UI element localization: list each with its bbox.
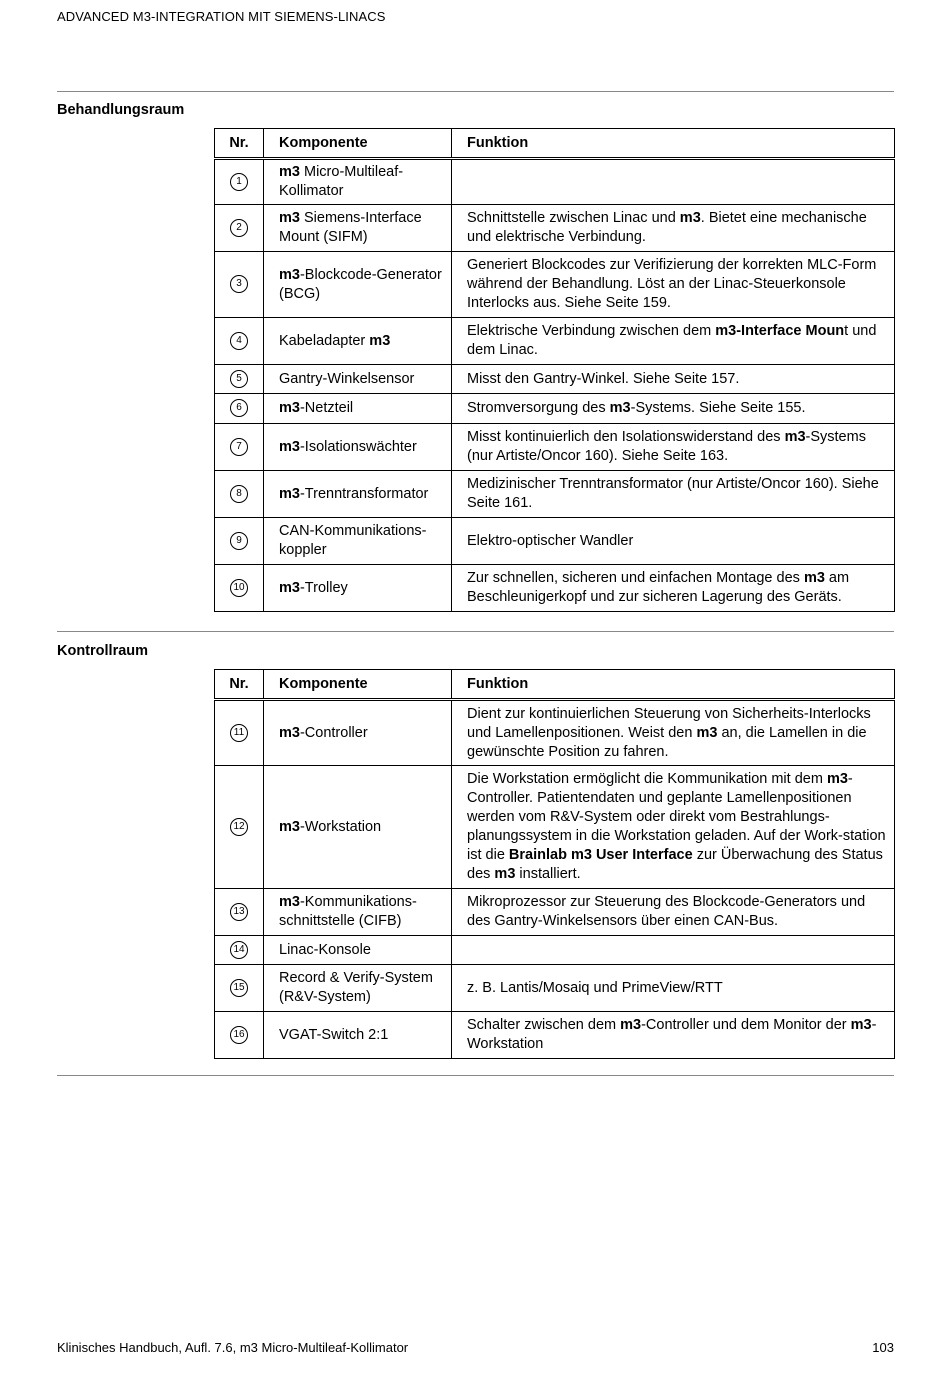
table-row [215,318,895,365]
row-number [215,318,264,365]
row-number [215,159,264,205]
component-function: Schnittstelle zwischen Linac und m3. Bietet eine mechanische und elektrische Verbindung. [452,205,895,252]
component-function: Die Workstation ermöglicht die Kommunikation mit dem m3-Controller. Patientendaten und geplante Lamellenpositionen werden vom R&V-System oder direkt vom Bestrahlungs-planungssystem in die Workstation geladen. Auf der Work-station ist die Brainlab m3 User Interface zur Überwachung des Status des m3 installiert. [452,766,895,889]
column-header-funktion: Funktion [452,670,895,700]
component-function: Medizinischer Trenntransformator (nur Artiste/Oncor 160). Siehe Seite 161. [452,471,895,518]
component-function: Misst den Gantry-Winkel. Siehe Seite 157. [452,365,895,394]
circled-number: 16 [230,1026,248,1044]
table-row [215,159,895,205]
row-number [215,889,264,936]
row-number [215,766,264,889]
components-table-kontrollraum [214,669,895,1059]
column-header-funktion: Funktion [452,129,895,159]
circled-number: 15 [230,979,248,997]
circled-number: 1 [230,173,248,191]
row-number [215,518,264,565]
component-function: z. B. Lantis/Mosaiq und PrimeView/RTT [452,965,895,1012]
divider-top [57,91,894,92]
table-row [215,766,895,889]
table-row [215,936,895,965]
circled-number: 8 [230,485,248,503]
row-number [215,965,264,1012]
component-function [452,159,895,205]
row-number [215,365,264,394]
table-header-row [215,129,895,159]
component-name: VGAT-Switch 2:1 [264,1012,452,1059]
component-function: Misst kontinuierlich den Isolationswiderstand des m3-Systems (nur Artiste/Oncor 160). Siehe Seite 163. [452,424,895,471]
row-number [215,936,264,965]
component-name: m3-Netzteil [264,394,452,424]
table-row [215,889,895,936]
component-name: m3-Trolley [264,565,452,612]
table-row [215,205,895,252]
footer-document-title: Klinisches Handbuch, Aufl. 7.6, m3 Micro-Multileaf-Kollimator [57,1340,409,1355]
component-name: m3-Kommunikations-schnittstelle (CIFB) [264,889,452,936]
row-number [215,565,264,612]
section-title-kontrollraum: Kontrollraum [57,643,149,659]
table-row [215,394,895,424]
row-number [215,252,264,318]
table-row [215,700,895,766]
component-function: Generiert Blockcodes zur Verifizierung der korrekten MLC-Form während der Behandlung. Löst an der Linac-Steuerkonsole Interlocks aus. Siehe Seite 159. [452,252,895,318]
circled-number: 9 [230,532,248,550]
row-number [215,471,264,518]
circled-number: 12 [230,818,248,836]
component-function: Schalter zwischen dem m3-Controller und dem Monitor der m3-Workstation [452,1012,895,1059]
circled-number: 2 [230,219,248,237]
component-function: Elektro-optischer Wandler [452,518,895,565]
component-name: Kabeladapter m3 [264,318,452,365]
table-row [215,965,895,1012]
component-name: Linac-Konsole [264,936,452,965]
component-function: Stromversorgung des m3-Systems. Siehe Seite 155. [452,394,895,424]
divider-bottom [57,1075,894,1076]
table-row [215,424,895,471]
component-function: Zur schnellen, sicheren und einfachen Montage des m3 am Beschleunigerkopf und zur sicheren Lagerung des Geräts. [452,565,895,612]
table-row [215,252,895,318]
component-function: Mikroprozessor zur Steuerung des Blockcode-Generators und des Gantry-Winkelsensors über einen CAN-Bus. [452,889,895,936]
component-name: m3 Siemens-Interface Mount (SIFM) [264,205,452,252]
row-number [215,700,264,766]
column-header-komponente: Komponente [264,670,452,700]
circled-number: 3 [230,275,248,293]
components-table-behandlungsraum [214,128,895,612]
table-row [215,565,895,612]
table-row [215,365,895,394]
circled-number: 11 [230,724,248,742]
running-header: ADVANCED M3-INTEGRATION MIT SIEMENS-LINACS [57,9,386,24]
component-function [452,936,895,965]
row-number [215,1012,264,1059]
column-header-nr: Nr. [215,670,264,700]
component-name: m3-Blockcode-Generator (BCG) [264,252,452,318]
component-name: m3-Workstation [264,766,452,889]
row-number [215,205,264,252]
component-name: Gantry-Winkelsensor [264,365,452,394]
circled-number: 10 [230,579,248,597]
component-name: m3-Isolationswächter [264,424,452,471]
component-name: m3-Controller [264,700,452,766]
table-row [215,1012,895,1059]
table-row [215,518,895,565]
circled-number: 4 [230,332,248,350]
circled-number: 7 [230,438,248,456]
circled-number: 14 [230,941,248,959]
circled-number: 6 [230,399,248,417]
table-row [215,471,895,518]
component-function: Dient zur kontinuierlichen Steuerung von Sicherheits-Interlocks und Lamellenpositionen. Weist den m3 an, die Lamellen in die gewünschte Position zu fahren. [452,700,895,766]
component-name: m3 Micro-Multileaf-Kollimator [264,159,452,205]
column-header-komponente: Komponente [264,129,452,159]
footer-page-number: 103 [872,1340,894,1355]
column-header-nr: Nr. [215,129,264,159]
row-number [215,394,264,424]
table-header-row [215,670,895,700]
component-function: Elektrische Verbindung zwischen dem m3-Interface Mount und dem Linac. [452,318,895,365]
row-number [215,424,264,471]
section-title-behandlungsraum: Behandlungsraum [57,102,185,118]
divider-middle [57,631,894,632]
component-name: m3-Trenntransformator [264,471,452,518]
circled-number: 5 [230,370,248,388]
circled-number: 13 [230,903,248,921]
component-name: CAN-Kommunikations-koppler [264,518,452,565]
component-name: Record & Verify-System (R&V-System) [264,965,452,1012]
